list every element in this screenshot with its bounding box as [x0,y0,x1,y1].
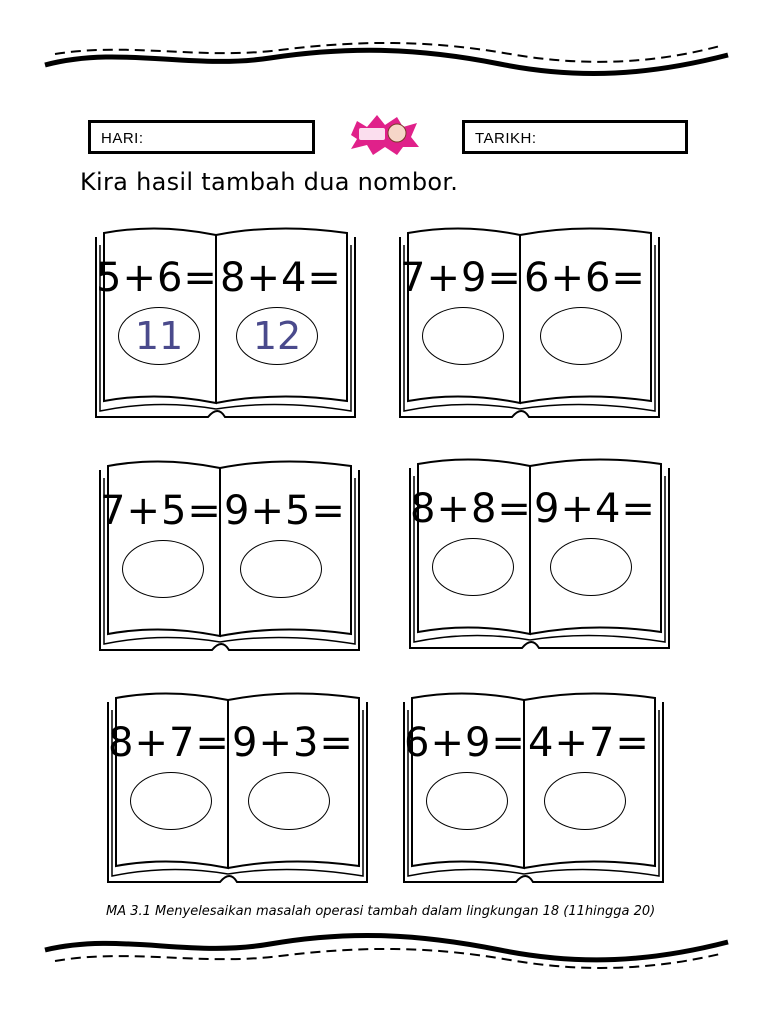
equation-left: 7+9= [400,255,522,301]
book-6 [396,690,671,890]
logo-icon [345,113,421,157]
bottom-wave-border [40,930,730,970]
answer-oval-left[interactable] [422,307,504,365]
equation-right: 6+6= [524,255,646,301]
footer-learning-standard: MA 3.1 Menyelesaikan masalah operasi tambah dalam lingkungan 18 (11hingga 20) [106,904,656,919]
answer-oval-right[interactable]: 12 [236,307,318,365]
answer-oval-right[interactable] [544,772,626,830]
answer-oval-left[interactable] [432,538,514,596]
answer-oval-right[interactable] [248,772,330,830]
tarikh-field[interactable] [462,120,688,154]
answer-oval-right[interactable] [240,540,322,598]
answer-oval-left[interactable] [122,540,204,598]
equation-left: 8+7= [108,720,230,766]
book-1 [88,225,363,425]
equation-right: 9+3= [232,720,354,766]
instruction-text: Kira hasil tambah dua nombor. [80,168,459,196]
book-4 [402,456,677,656]
book-3 [92,458,367,658]
equation-left: 5+6= [96,255,218,301]
equation-left: 6+9= [404,720,526,766]
top-wave-border [40,40,730,80]
equation-right: 4+7= [528,720,650,766]
answer-oval-left[interactable] [426,772,508,830]
answer-oval-left[interactable] [130,772,212,830]
answer-oval-left[interactable]: 11 [118,307,200,365]
answer-oval-right[interactable] [550,538,632,596]
hari-field[interactable] [88,120,315,154]
answer-oval-right[interactable] [540,307,622,365]
equation-left: 7+5= [100,488,222,534]
equation-right: 8+4= [220,255,342,301]
hari-label: HARI: [101,130,144,147]
equation-left: 8+8= [410,486,532,532]
book-2 [392,225,667,425]
book-5 [100,690,375,890]
tarikh-label: TARIKH: [475,130,537,147]
equation-right: 9+5= [224,488,346,534]
equation-right: 9+4= [534,486,656,532]
